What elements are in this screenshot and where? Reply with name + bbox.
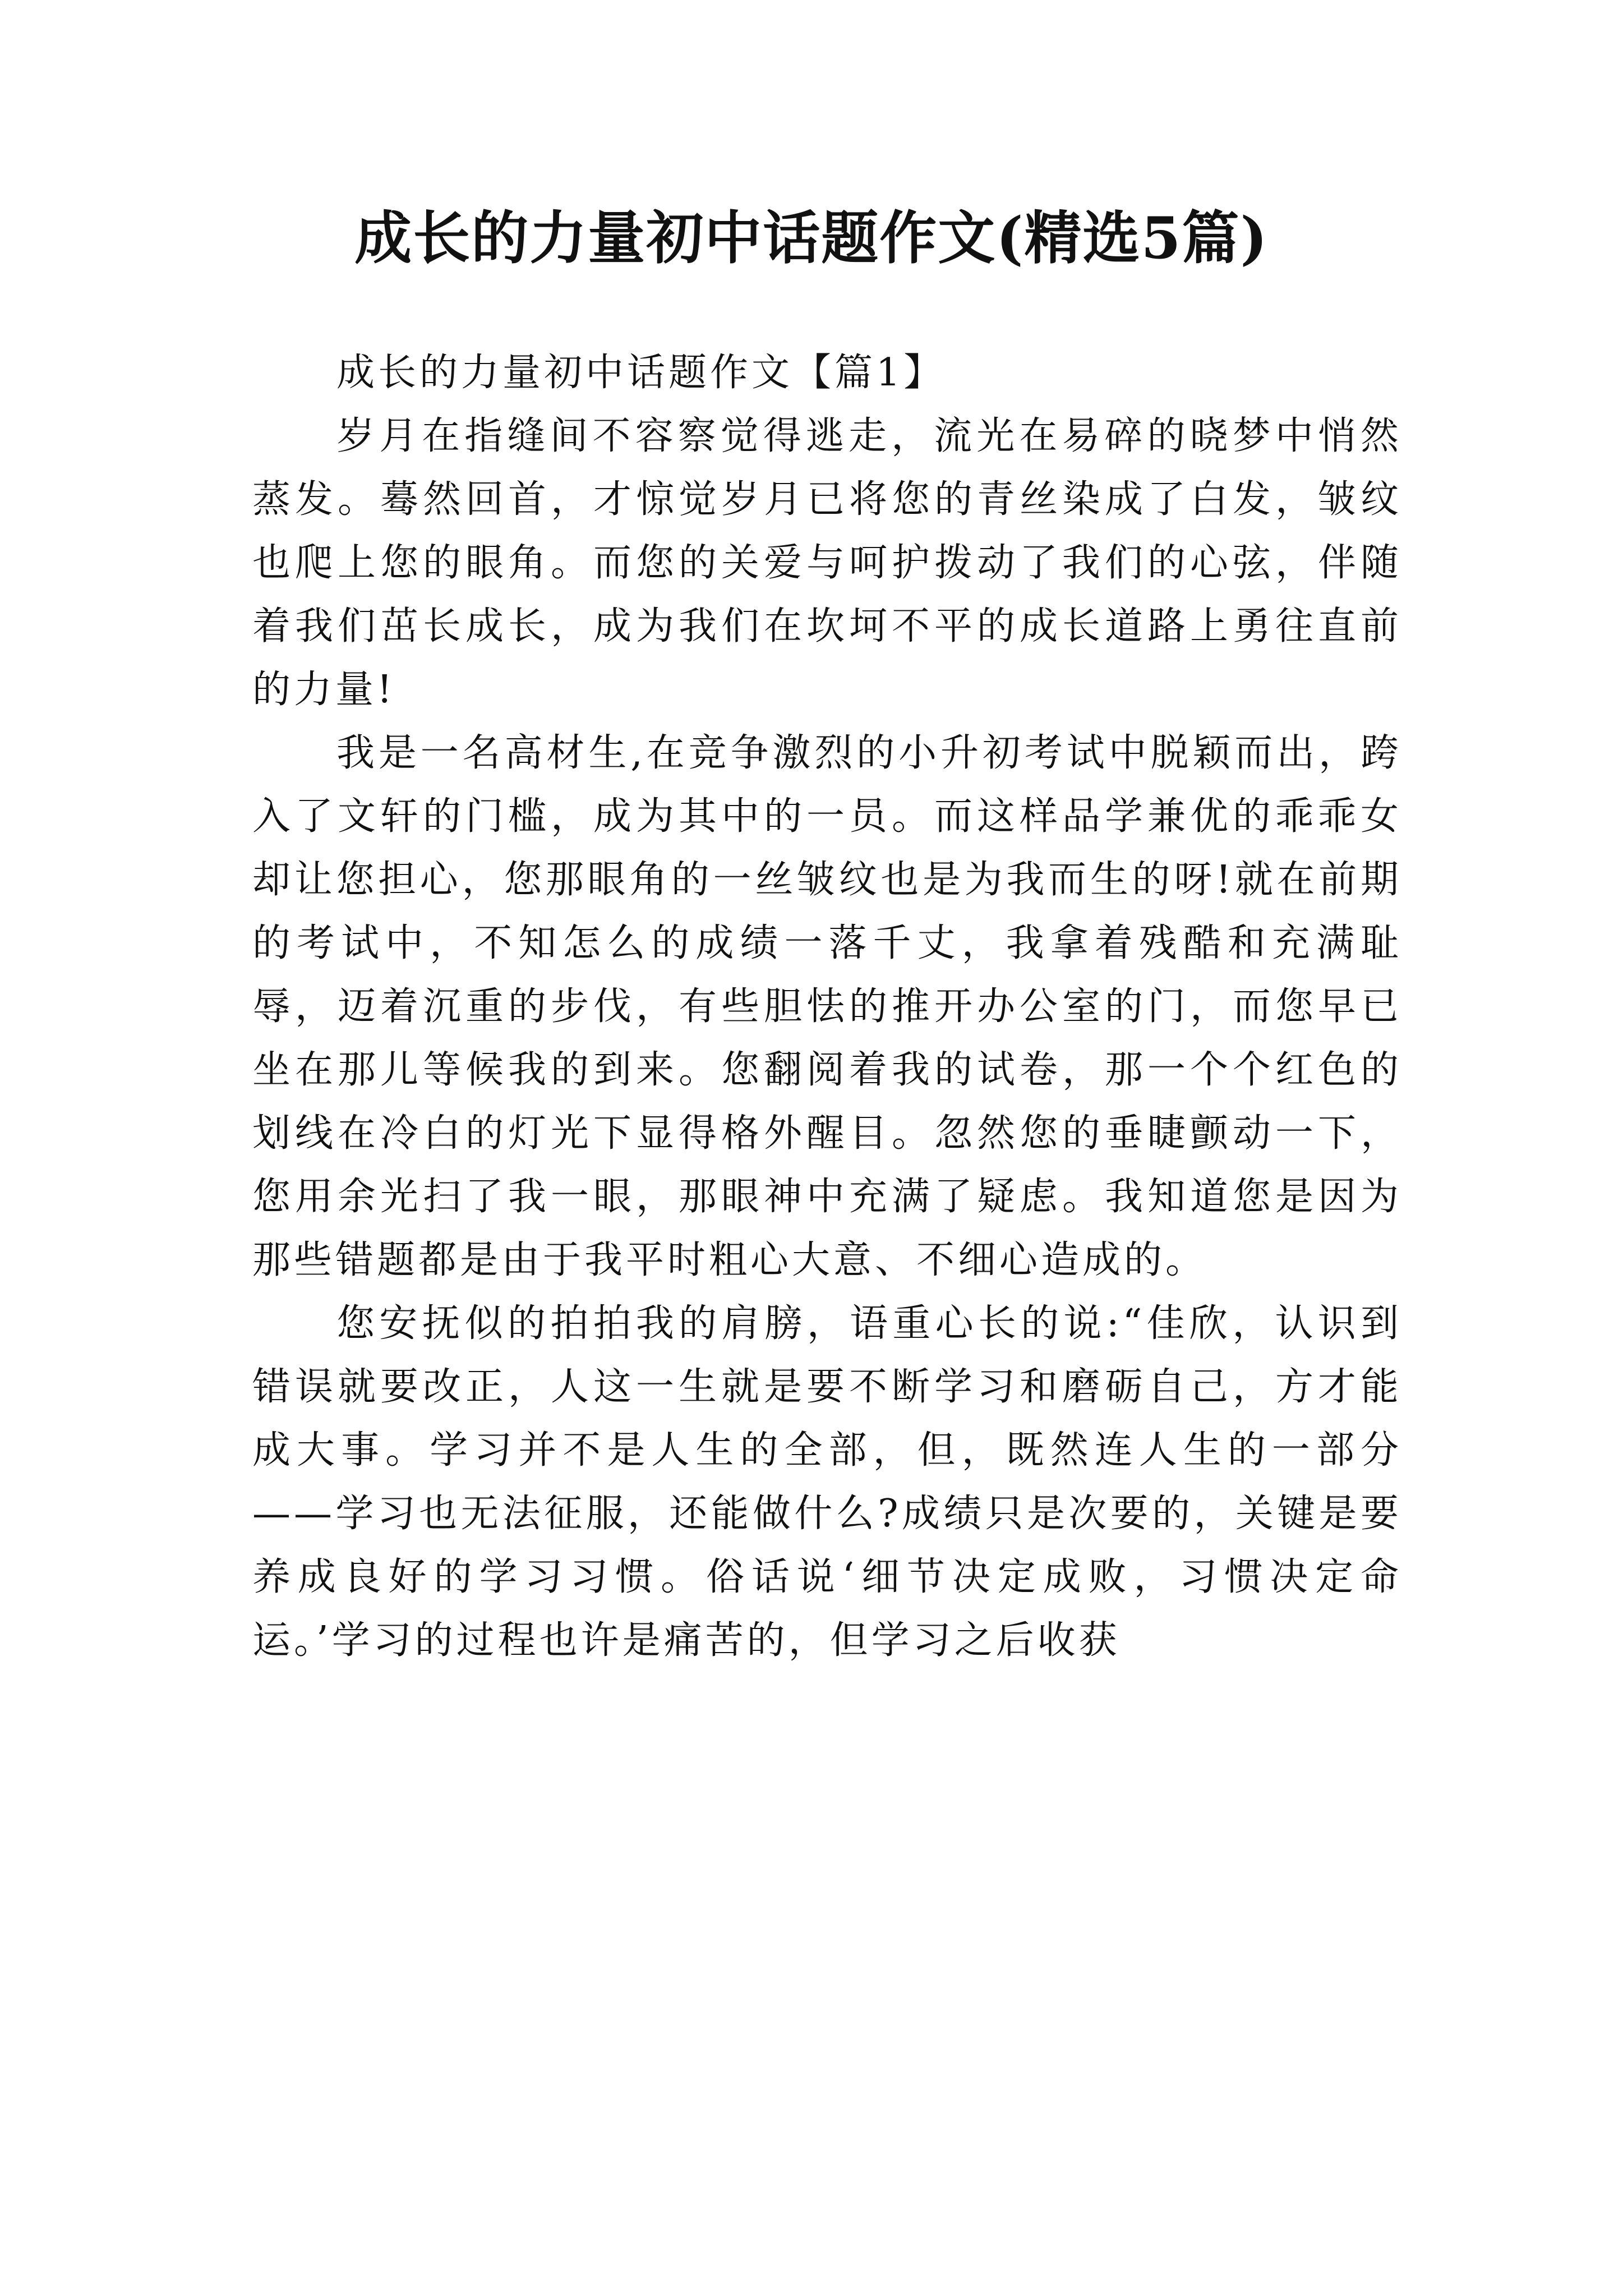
paragraph: 岁月在指缝间不容察觉得逃走，流光在易碎的晓梦中悄然蒸发。蓦然回首，才惊觉岁月已将您的青丝染成了白发，皱纹也爬上您的眼角。而您的关爱与呵护拨动了我们的心弦，伴随着我们茁长成长，成为我们在坎坷不平的成长道路上勇往直前的力量! bbox=[252, 414, 1402, 712]
section-heading: 成长的力量初中话题作文【篇1】 bbox=[336, 351, 946, 395]
paragraph: 您安抚似的拍拍我的肩膀，语重心长的说:“佳欣，认识到错误就要改正，人这一生就是要不断学习和磨砺自己，方才能成大事。学习并不是人生的全部，但，既然连人生的一部分——学习也无法征服，还能做什么?成绩只是次要的，关键是要养成良好的学习习惯。俗话说‘细节决定成败，习惯决定命运。’学习的过程也许是痛苦的，但学习之后收获 bbox=[252, 1301, 1402, 1663]
document-body bbox=[252, 341, 1402, 1672]
document-title: 成长的力量初中话题作文(精选5篇) bbox=[354, 205, 1269, 272]
paragraph: 我是一名高材生,在竞争激烈的小升初考试中脱颖而出，跨入了文轩的门槛，成为其中的一员。而这样品学兼优的乖乖女却让您担心，您那眼角的一丝皱纹也是为我而生的呀!就在前期的考试中，不知怎么的成绩一落千丈，我拿着残酷和充满耻辱，迈着沉重的步伐，有些胆怯的推开办公室的门，而您早已坐在那儿等候我的到来。您翻阅着我的试卷，那一个个红色的划线在冷白的灯光下显得格外醒目。忽然您的垂睫颤动一下，您用余光扫了我一眼，那眼神中充满了疑虑。我知道您是因为那些错题都是由于我平时粗心大意、不细心造成的。 bbox=[252, 731, 1402, 1282]
